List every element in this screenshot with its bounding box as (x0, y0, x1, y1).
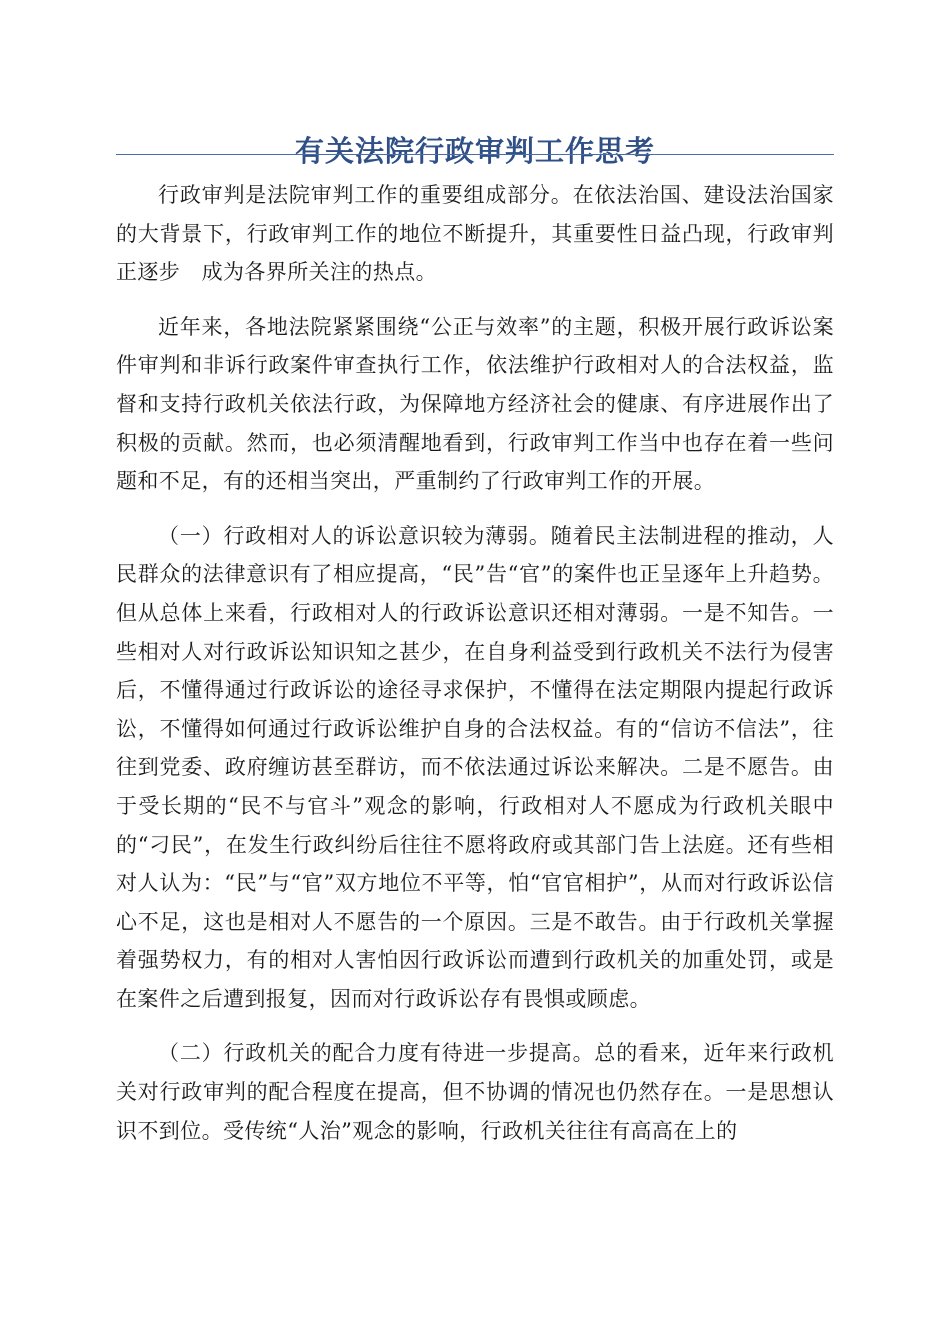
title-underline (116, 154, 834, 155)
paragraph-intro: 行政审判是法院审判工作的重要组成部分。在依法治国、建设法治国家的大背景下，行政审判工作的地位不断提升，其重要性日益凸现，行政审判正逐步 成为各界所关注的热点。 (116, 183, 834, 285)
paragraph-section-1: （一）行政相对人的诉讼意识较为薄弱。随着民主法制进程的推动，人民群众的法律意识有了相应提高，“民”告“官”的案件也正呈逐年上升趋势。但从总体上来看，行政相对人的行政诉讼意识还相对薄弱。一是不知告。一些相对人对行政诉讼知识知之甚少，在自身利益受到行政机关不法行为侵害后，不懂得通过行政诉讼的途径寻求保护，不懂得在法定期限内提起行政诉讼，不懂得如何通过行政诉讼维护自身的合法权益。有的“信访不信法”，往往到党委、政府缠访甚至群访，而不依法通过诉讼来解决。二是不愿告。由于受长期的“民不与官斗”观念的影响，行政相对人不愿成为行政机关眼中的“刁民”，在发生行政纠纷后往往不愿将政府或其部门告上法庭。还有些相对人认为：“民”与“官”双方地位不平等，怕“官官相护”，从而对行政诉讼信心不足，这也是相对人不愿告的一个原因。三是不敢告。由于行政机关掌握着强势权力，有的相对人害怕因行政诉讼而遭到行政机关的加重处罚，或是在案件之后遭到报复，因而对行政诉讼存有畏惧或顾虑。 (116, 523, 834, 1011)
document-title: 有关法院行政审判工作思考 (294, 134, 655, 169)
document-body (116, 176, 834, 1166)
paragraph-background: 近年来，各地法院紧紧围绕“公正与效率”的主题，积极开展行政诉讼案件审判和非诉行政案件审查执行工作，依法维护行政相对人的合法权益，监督和支持行政机关依法行政，为保障地方经济社会的健康、有序进展作出了积极的贡献。然而，也必须清醒地看到，行政审判工作当中也存在着一些问题和不足，有的还相当突出，严重制约了行政审判工作的开展。 (116, 314, 834, 494)
paragraph-section-2: （二）行政机关的配合力度有待进一步提高。总的看来，近年来行政机关对行政审判的配合程度在提高，但不协调的情况也仍然存在。一是思想认识不到位。受传统“人治”观念的影响，行政机关往往有高高在上的 (116, 1041, 834, 1143)
